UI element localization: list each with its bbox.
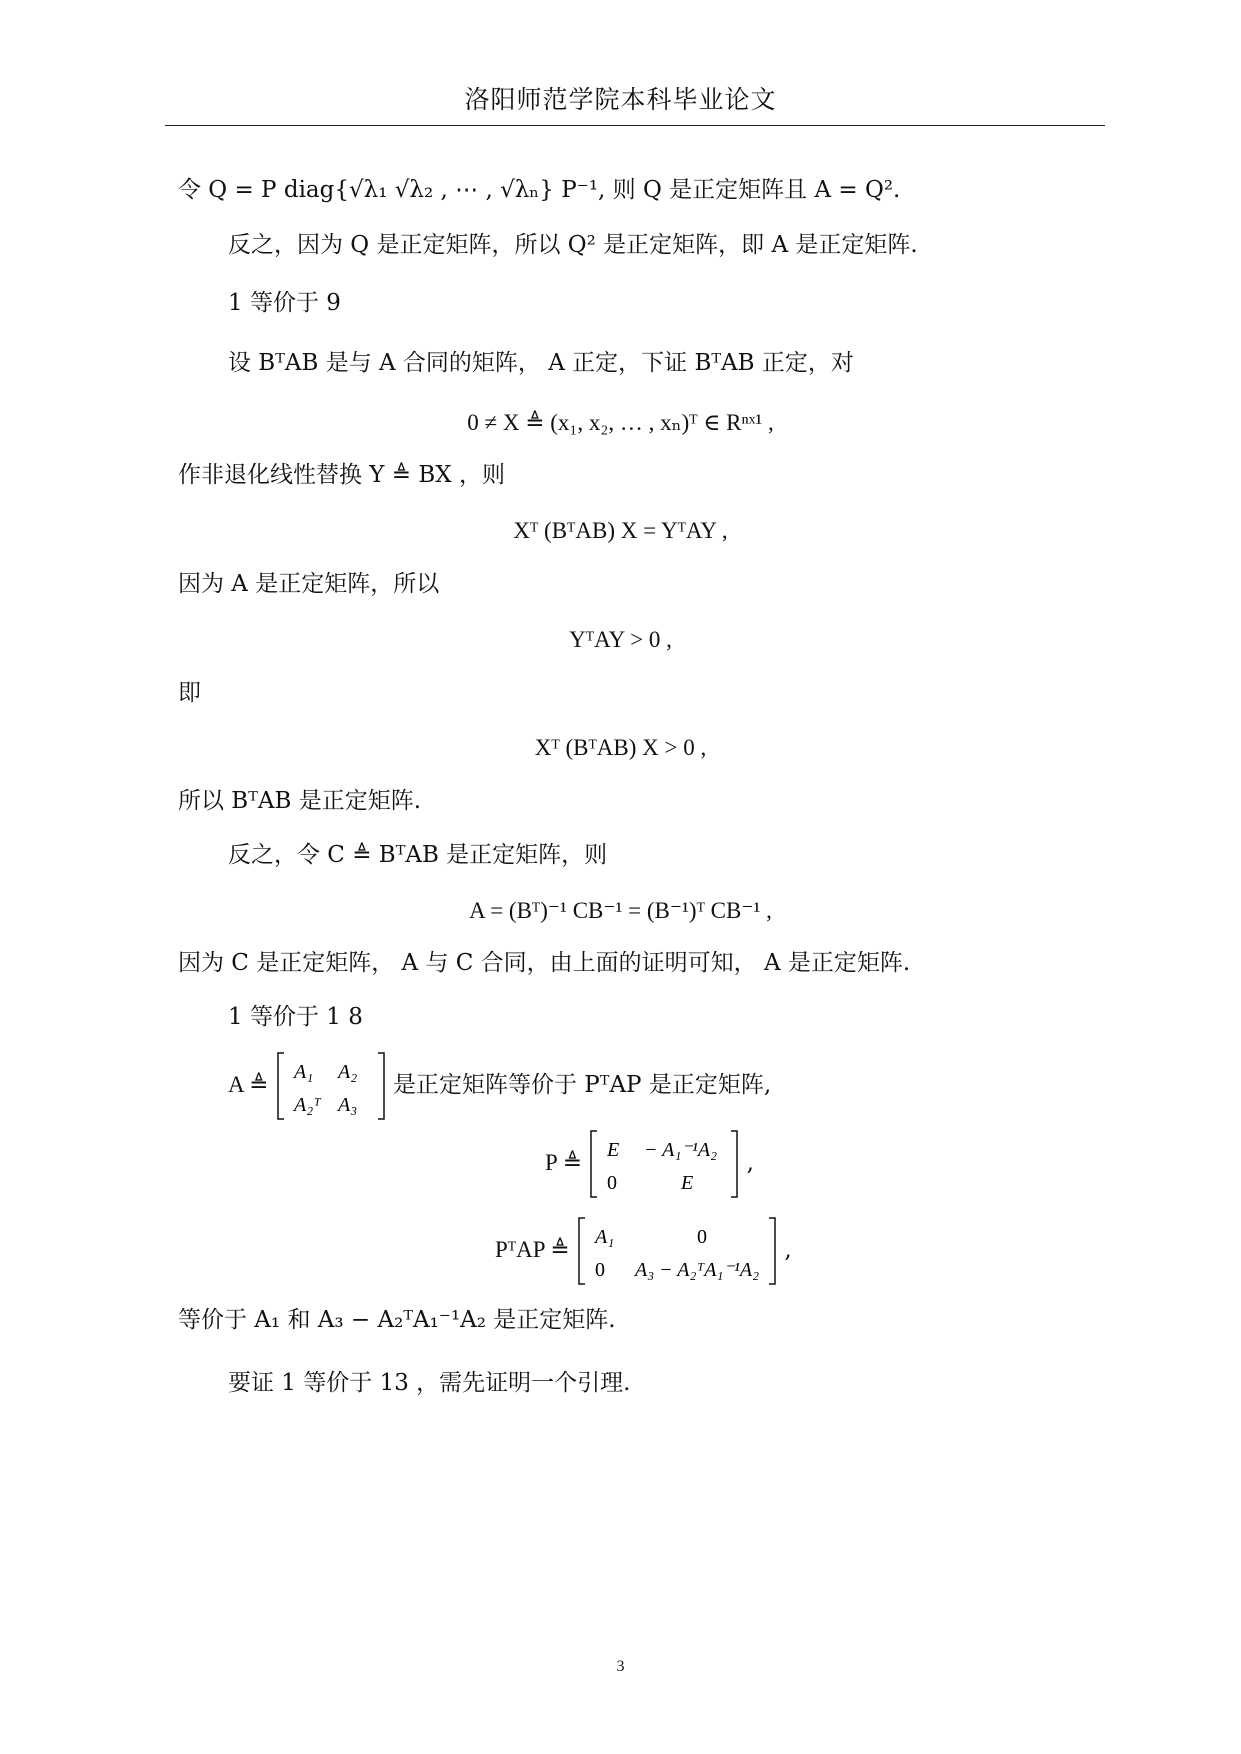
text-line-8: 因为 A 是正定矩阵，所以 bbox=[178, 571, 440, 597]
equation-line-7: Xᵀ (BᵀAB) X = YᵀAY , bbox=[513, 518, 728, 543]
text-line-10: 即 bbox=[178, 680, 201, 706]
matrix-19-left: PᵀAP ≜ bbox=[495, 1237, 570, 1262]
equation-line-9: YᵀAY > 0 , bbox=[569, 627, 672, 652]
matrix-17-cell-11: A₁ bbox=[293, 1061, 313, 1083]
matrix-17-cell-21: A₂ᵀ bbox=[293, 1094, 321, 1116]
matrix-19-cell-21: 0 bbox=[595, 1259, 606, 1281]
page-number: 3 bbox=[616, 1658, 625, 1675]
matrix-19-right: , bbox=[784, 1237, 792, 1263]
matrix-18-cell-11: E bbox=[607, 1139, 620, 1161]
text-line-16: 1 等价于 1 8 bbox=[228, 1004, 363, 1030]
matrix-18-left: P ≜ bbox=[545, 1150, 582, 1175]
matrix-18 bbox=[589, 1129, 739, 1199]
text-line-21: 要证 1 等价于 13 ，需先证明一个引理. bbox=[228, 1370, 631, 1396]
matrix-19 bbox=[577, 1216, 777, 1286]
matrix-18-cell-22: E bbox=[681, 1172, 694, 1194]
equation-line-5: 0 ≠ X ≜ (x₁, x₂, … , xₙ)ᵀ ∈ Rⁿˣ¹ , bbox=[467, 410, 774, 435]
matrix-17 bbox=[276, 1051, 386, 1121]
matrix-line-17 bbox=[228, 1050, 771, 1120]
matrix-18-cell-21: 0 bbox=[607, 1172, 618, 1194]
text-line-6: 作非退化线性替换 Y ≜ BX ，则 bbox=[178, 462, 505, 488]
matrix-line-18 bbox=[545, 1128, 754, 1198]
matrix-17-left: A ≜ bbox=[228, 1072, 269, 1097]
matrix-19-cell-22: A₃ − A₂ᵀA₁⁻¹A₂ bbox=[635, 1259, 760, 1281]
matrix-17-cell-12: A₂ bbox=[337, 1061, 357, 1083]
text-line-12: 所以 BᵀAB 是正定矩阵. bbox=[178, 788, 422, 814]
matrix-19-cell-11: A₁ bbox=[595, 1226, 615, 1248]
text-line-20: 等价于 A₁ 和 A₃ − A₂ᵀA₁⁻¹A₂ 是正定矩阵. bbox=[178, 1307, 616, 1333]
equation-line-11: Xᵀ (BᵀAB) X > 0 , bbox=[534, 735, 707, 760]
matrix-18-right: , bbox=[746, 1150, 754, 1176]
matrix-18-cell-12: − A₁⁻¹A₂ bbox=[644, 1139, 718, 1161]
matrix-17-right: 是正定矩阵等价于 PᵀAP 是正定矩阵, bbox=[393, 1072, 772, 1098]
matrix-line-19 bbox=[495, 1215, 792, 1285]
text-line-4: 设 BᵀAB 是与 A 合同的矩阵， A 正定，下证 BᵀAB 正定，对 bbox=[228, 350, 854, 376]
text-line-3: 1 等价于 9 bbox=[228, 290, 341, 316]
text-line-1: 令 Q = P diag{√λ₁ √λ₂ , ⋯ , √λₙ} P⁻¹, 则 Q 是正定矩阵且 A = Q². bbox=[178, 177, 901, 203]
text-line-15: 因为 C 是正定矩阵， A 与 C 合同，由上面的证明可知， A 是正定矩阵. bbox=[178, 950, 911, 976]
matrix-19-cell-12: 0 bbox=[697, 1226, 708, 1248]
matrix-17-cell-22: A₃ bbox=[337, 1094, 357, 1116]
header-rule bbox=[165, 125, 1105, 126]
page-header-title: 洛阳师范学院本科毕业论文 bbox=[464, 85, 777, 114]
text-line-13: 反之，令 C ≜ BᵀAB 是正定矩阵，则 bbox=[228, 842, 608, 868]
text-line-2: 反之，因为 Q 是正定矩阵，所以 Q² 是正定矩阵，即 A 是正定矩阵. bbox=[228, 232, 918, 258]
equation-line-14: A = (Bᵀ)⁻¹ CB⁻¹ = (B⁻¹)ᵀ CB⁻¹ , bbox=[469, 898, 772, 923]
